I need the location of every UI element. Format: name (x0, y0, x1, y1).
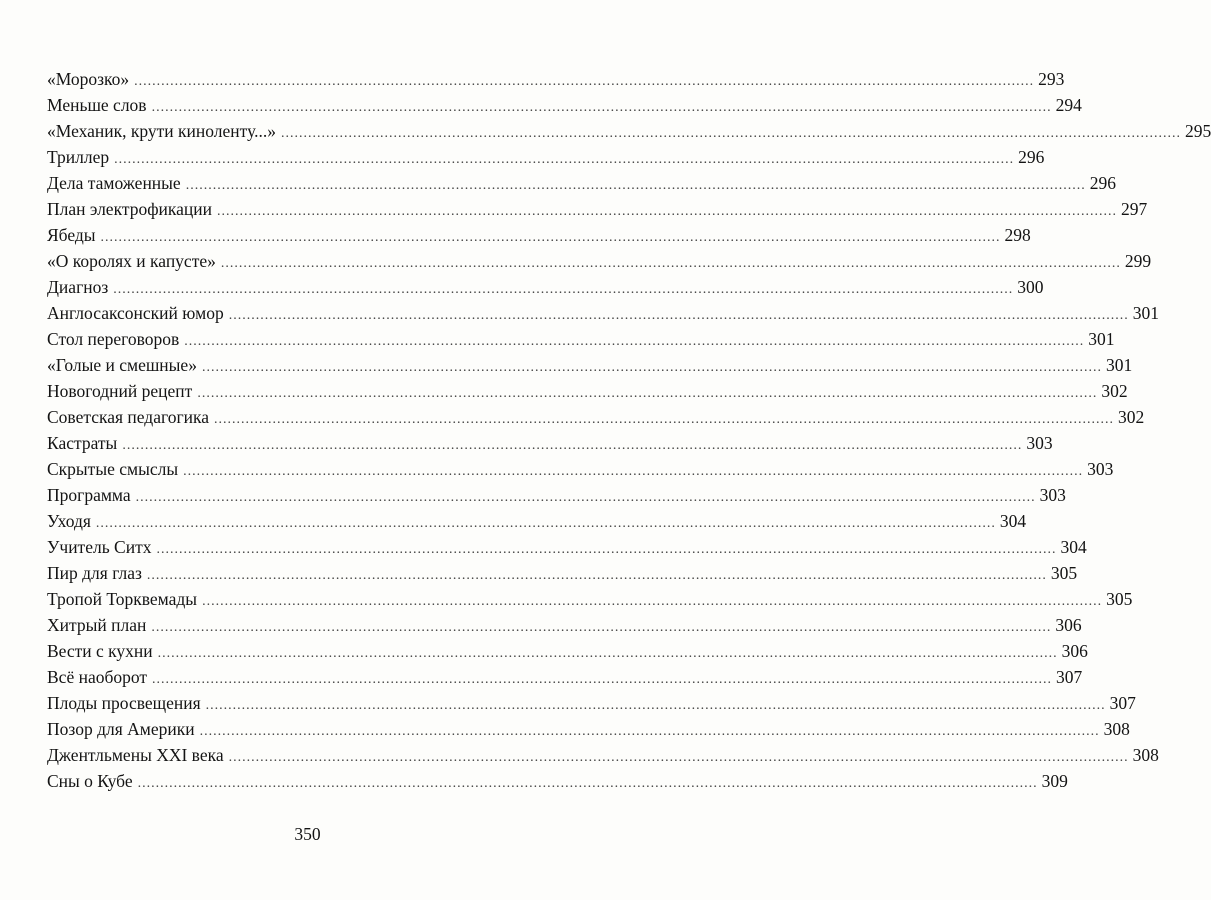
toc-entry-page: 293 (1038, 69, 1065, 89)
toc-entry-page: 305 (1106, 589, 1133, 609)
toc-entry-page: 295 (1184, 121, 1211, 141)
toc-entry-page: 309 (1041, 771, 1068, 791)
toc-entry (47, 430, 1053, 456)
dot-leader: ........................................................................................................................................................................................................ (217, 204, 1118, 219)
dot-leader: ........................................................................................................................................................................................................ (220, 256, 1121, 271)
toc-entry-page: 298 (1004, 225, 1031, 245)
toc-entry (47, 352, 1133, 378)
toc-entry-title: «Голые и смешные» (47, 355, 197, 375)
toc-entry-title: Диагноз (47, 277, 109, 297)
toc-entry (47, 144, 1045, 170)
toc-entry-title: «О королях и капусте» (47, 251, 216, 271)
toc-entry-title: Плоды просвещения (47, 693, 201, 713)
dot-leader: ........................................................................................................................................................................................................ (134, 74, 1035, 89)
toc-entry (47, 274, 1044, 300)
toc-entry (47, 534, 1087, 560)
table-of-contents (47, 66, 1211, 794)
toc-entry-title: Сны о Кубе (47, 771, 133, 791)
toc-entry-title: Учитель Ситх (47, 537, 152, 557)
dot-leader: ........................................................................................................................................................................................................ (137, 776, 1038, 791)
dot-leader: ........................................................................................................................................................................................................ (214, 412, 1115, 427)
toc-entry-title: Позор для Америки (47, 719, 195, 739)
dot-leader: ........................................................................................................................................................................................................ (185, 178, 1086, 193)
toc-entry (47, 716, 1130, 742)
toc-entry-title: Скрытые смыслы (47, 459, 179, 479)
toc-entry-title: Англосаксонский юмор (47, 303, 224, 323)
toc-entry (47, 222, 1031, 248)
toc-entry-title: Джентльмены XXI века (47, 745, 224, 765)
toc-entry-title: Ябеды (47, 225, 96, 245)
toc-entry-title: Хитрый план (47, 615, 147, 635)
toc-entry-page: 304 (1060, 537, 1087, 557)
toc-entry (47, 404, 1145, 430)
toc-entry-page: 304 (999, 511, 1027, 531)
dot-leader: ........................................................................................................................................................................................................ (184, 334, 1085, 349)
dot-leader: ........................................................................................................................................................................................................ (152, 672, 1053, 687)
toc-entry-title: Кастраты (47, 433, 118, 453)
toc-entry-page: 303 (1039, 485, 1066, 505)
toc-entry-page: 303 (1026, 433, 1053, 453)
dot-leader: ........................................................................................................................................................................................................ (113, 282, 1014, 297)
toc-entry-page: 301 (1132, 303, 1159, 323)
dot-leader: ........................................................................................................................................................................................................ (157, 646, 1058, 661)
dot-leader: ........................................................................................................................................................................................................ (122, 438, 1023, 453)
toc-entry-page: 307 (1056, 667, 1083, 687)
dot-leader: ........................................................................................................................................................................................................ (199, 724, 1100, 739)
dot-leader: ........................................................................................................................................................................................................ (280, 126, 1181, 141)
dot-leader: ........................................................................................................................................................................................................ (146, 568, 1047, 583)
toc-entry-page: 306 (1055, 615, 1082, 635)
toc-entry (47, 482, 1066, 508)
toc-entry (47, 768, 1068, 794)
toc-entry (47, 690, 1136, 716)
dot-leader: ........................................................................................................................................................................................................ (201, 360, 1102, 375)
toc-entry-page: 301 (1088, 329, 1115, 349)
toc-entry (47, 300, 1159, 326)
dot-leader: ........................................................................................................................................................................................................ (202, 594, 1103, 609)
toc-entry (47, 118, 1211, 144)
dot-leader: ........................................................................................................................................................................................................ (151, 620, 1052, 635)
toc-entry-title: Программа (47, 485, 131, 505)
toc-entry (47, 248, 1152, 274)
toc-entry (47, 170, 1116, 196)
dot-leader: ........................................................................................................................................................................................................ (100, 230, 1001, 245)
dot-leader: ........................................................................................................................................................................................................ (135, 490, 1036, 505)
toc-entry (47, 456, 1114, 482)
toc-entry-page: 299 (1124, 251, 1152, 271)
toc-entry-title: Вести с кухни (47, 641, 153, 661)
toc-entry-page: 301 (1105, 355, 1133, 375)
dot-leader: ........................................................................................................................................................................................................ (205, 698, 1106, 713)
toc-entry (47, 378, 1128, 404)
toc-entry-page: 303 (1087, 459, 1114, 479)
toc-entry-page: 306 (1061, 641, 1088, 661)
toc-entry (47, 196, 1148, 222)
toc-entry (47, 326, 1115, 352)
toc-entry-title: «Морозко» (47, 69, 130, 89)
toc-entry (47, 508, 1027, 534)
toc-entry-title: Дела таможенные (47, 173, 181, 193)
dot-leader: ........................................................................................................................................................................................................ (228, 308, 1129, 323)
toc-entry-title: Всё наоборот (47, 667, 148, 687)
toc-entry-title: План электрофикации (47, 199, 213, 219)
toc-entry-title: Уходя (47, 511, 91, 531)
toc-entry-page: 305 (1050, 563, 1078, 583)
toc-entry (47, 742, 1159, 768)
toc-entry-page: 302 (1118, 407, 1145, 427)
dot-leader: ........................................................................................................................................................................................................ (114, 152, 1015, 167)
toc-entry-page: 294 (1055, 95, 1082, 115)
toc-entry-title: Триллер (47, 147, 110, 167)
toc-entry-title: Советская педагогика (47, 407, 210, 427)
toc-entry (47, 560, 1078, 586)
toc-entry-page: 308 (1103, 719, 1130, 739)
toc-entry (47, 664, 1083, 690)
dot-leader: ........................................................................................................................................................................................................ (228, 750, 1129, 765)
toc-entry-page: 297 (1121, 199, 1148, 219)
dot-leader: ........................................................................................................................................................................................................ (197, 386, 1098, 401)
toc-entry-title: Новогодний рецепт (47, 381, 193, 401)
dot-leader: ........................................................................................................................................................................................................ (95, 516, 996, 531)
toc-entry (47, 586, 1133, 612)
toc-entry-title: Тропой Торквемады (47, 589, 198, 609)
toc-entry-page: 296 (1089, 173, 1116, 193)
toc-entry-title: Стол переговоров (47, 329, 180, 349)
toc-entry (47, 66, 1065, 92)
toc-entry-page: 296 (1018, 147, 1045, 167)
page-number: 350 (294, 824, 321, 844)
toc-entry-title: «Механик, крути киноленту...» (47, 121, 276, 141)
dot-leader: ........................................................................................................................................................................................................ (151, 100, 1052, 115)
dot-leader: ........................................................................................................................................................................................................ (156, 542, 1057, 557)
toc-entry (47, 92, 1082, 118)
dot-leader: ........................................................................................................................................................................................................ (183, 464, 1084, 479)
toc-entry (47, 612, 1082, 638)
toc-entry-title: Пир для глаз (47, 563, 142, 583)
toc-entry-page: 308 (1132, 745, 1159, 765)
toc-entry (47, 638, 1088, 664)
toc-entry-page: 300 (1017, 277, 1044, 297)
toc-entry-page: 307 (1109, 693, 1136, 713)
toc-entry-page: 302 (1101, 381, 1128, 401)
toc-entry-title: Меньше слов (47, 95, 147, 115)
